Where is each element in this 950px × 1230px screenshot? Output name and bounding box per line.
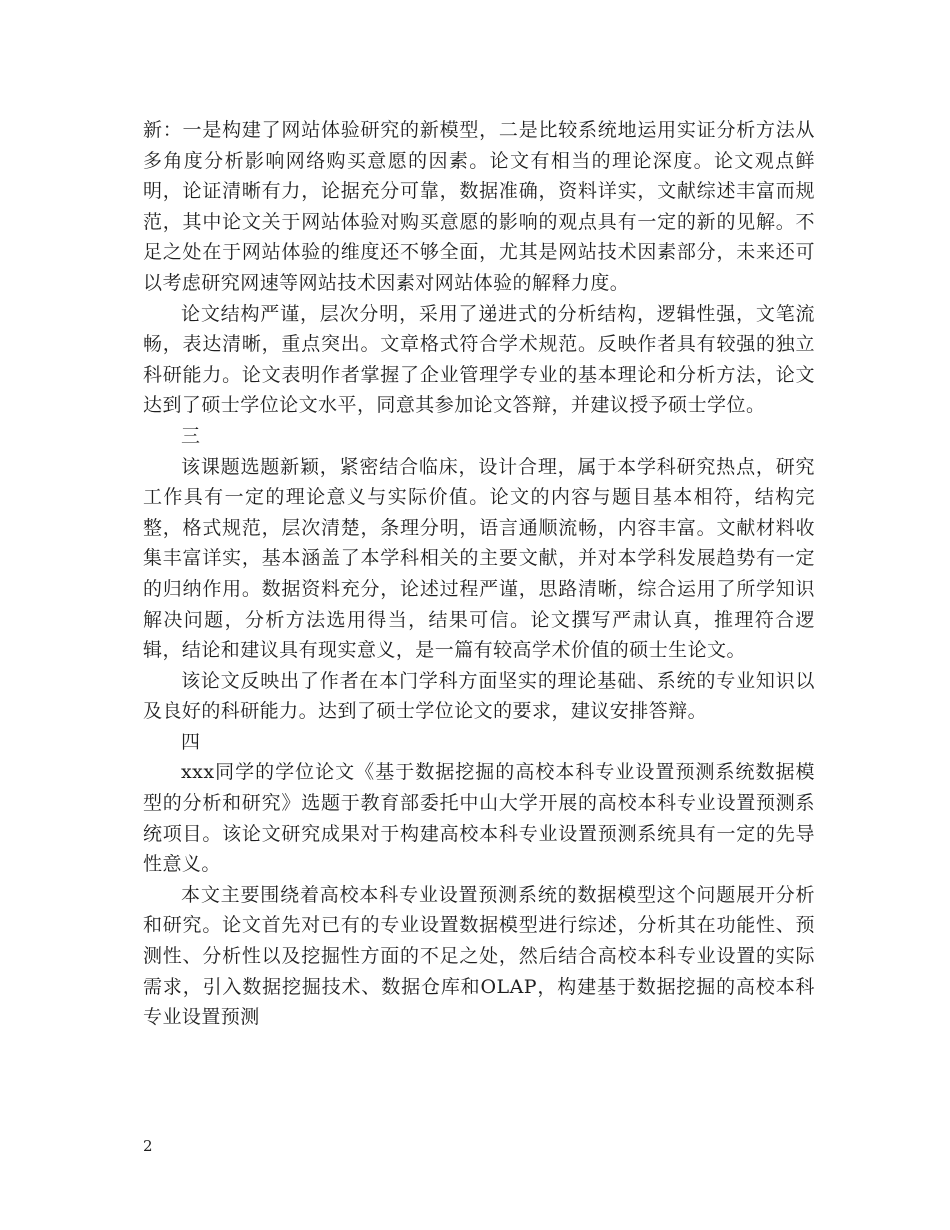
- body-text: [143, 115, 815, 1033]
- paragraph-4: 该课题选题新颖，紧密结合临床，设计合理，属于本学科研究热点，研究工作具有一定的理论意义与实际价值。论文的内容与题目基本相符，结构完整，格式规范，层次清楚，条理分明，语言通顺流畅，内容丰富。文献材料收集丰富详实，基本涵盖了本学科相关的主要文献，并对本学科发展趋势有一定的归纳作用。数据资料充分，论述过程严谨，思路清晰，综合运用了所学知识解决问题，分析方法选用得当，结果可信。论文撰写严肃认真，推理符合逻辑，结论和建议具有现实意义，是一篇有较高学术价值的硕士生论文。: [143, 455, 815, 662]
- paragraph-8: 本文主要围绕着高校本科专业设置预测系统的数据模型这个问题展开分析和研究。论文首先对已有的专业设置数据模型进行综述，分析其在功能性、预测性、分析性以及挖掘性方面的不足之处，然后结合高校本科专业设置的实际需求，引入数据挖掘技术、数据仓库和OLAP，构建基于数据挖掘的高校本科专业设置预测: [143, 883, 815, 1029]
- paragraph-1: 新：一是构建了网站体验研究的新模型，二是比较系统地运用实证分析方法从多角度分析影响网络购买意愿的因素。论文有相当的理论深度。论文观点鲜明，论证清晰有力，论据充分可靠，数据准确，资料详实，文献综述丰富而规范，其中论文关于网站体验对购买意愿的影响的观点具有一定的新的见解。不足之处在于网站体验的维度还不够全面，尤其是网站技术因素部分，未来还可以考虑研究网速等网站技术因素对网站体验的解释力度。: [143, 119, 815, 294]
- paragraph-7: xxx同学的学位论文《基于数据挖掘的高校本科专业设置预测系统数据模型的分析和研究》选题于教育部委托中山大学开展的高校本科专业设置预测系统项目。该论文研究成果对于构建高校本科专业设置预测系统具有一定的先导性意义。: [143, 761, 815, 876]
- section-heading-3: 三: [181, 424, 201, 447]
- paragraph-2: 论文结构严谨，层次分明，采用了递进式的分析结构，逻辑性强，文笔流畅，表达清晰，重点突出。文章格式符合学术规范。反映作者具有较强的独立科研能力。论文表明作者掌握了企业管理学专业的基本理论和分析方法，论文达到了硕士学位论文水平，同意其参加论文答辩，并建议授予硕士学位。: [143, 302, 815, 417]
- paragraph-5: 该论文反映出了作者在本门学科方面坚实的理论基础、系统的专业知识以及良好的科研能力。达到了硕士学位论文的要求，建议安排答辩。: [143, 669, 815, 723]
- page-number: 2: [143, 1137, 153, 1155]
- section-heading-4: 四: [181, 730, 201, 753]
